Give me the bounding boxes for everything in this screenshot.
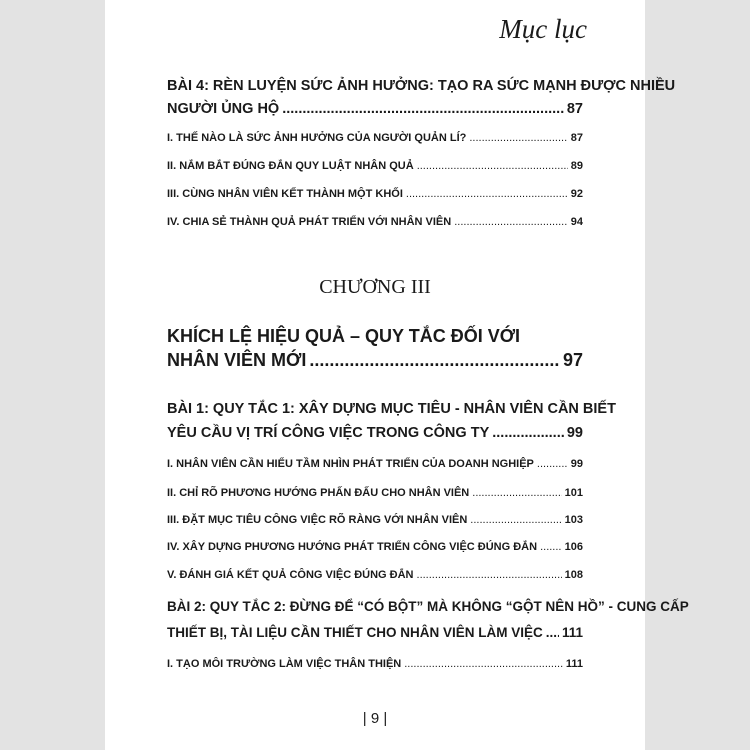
running-header: Mục lục: [499, 14, 587, 44]
toc-entry-lesson-1: [167, 425, 583, 441]
entry-title: I. THẾ NÀO LÀ SỨC ẢNH HƯỞNG CỦA NGƯỜI QUẢN LÍ?: [167, 132, 467, 144]
dot-leader: [540, 541, 562, 553]
chapter-heading: CHƯƠNG III: [319, 276, 431, 298]
entry-title: V. ĐÁNH GIÁ KẾT QUẢ CÔNG VIỆC ĐÚNG ĐẮN: [167, 569, 414, 581]
entry-page: 87: [570, 132, 583, 144]
dot-leader: [472, 487, 561, 499]
toc-entry: [167, 458, 583, 470]
lesson-1-title: BÀI 1: QUY TẮC 1: XÂY DỰNG MỤC TIÊU - NHÂN VIÊN CẦN BIẾT: [167, 401, 616, 417]
entry-title: NHÂN VIÊN MỚI: [167, 350, 307, 370]
entry-page: 106: [564, 541, 583, 553]
dot-leader: [404, 658, 563, 670]
dot-leader: [417, 160, 568, 172]
dot-leader: [470, 514, 561, 526]
dot-leader: [546, 625, 559, 640]
entry-title: I. NHÂN VIÊN CẦN HIỂU TẦM NHÌN PHÁT TRIỂN CỦA DOANH NGHIỆP: [167, 458, 534, 470]
entry-page: 111: [565, 658, 583, 670]
entry-page: 94: [570, 216, 583, 228]
chapter-title: KHÍCH LỆ HIỆU QUẢ – QUY TẮC ĐỐI VỚI: [167, 326, 521, 346]
toc-entry: [167, 188, 583, 200]
entry-title: NGƯỜI ỦNG HỘ: [167, 101, 280, 117]
dot-leader: [492, 425, 564, 441]
dot-leader: [309, 350, 560, 371]
entry-title: IV. XÂY DỰNG PHƯƠNG HƯỚNG PHÁT TRIỂN CÔNG VIỆC ĐÚNG ĐẮN: [167, 541, 538, 553]
entry-page: 99: [570, 458, 583, 470]
entry-page: 111: [561, 625, 583, 640]
entry-page: 101: [564, 487, 583, 499]
entry-title: III. ĐẶT MỤC TIÊU CÔNG VIỆC RÕ RÀNG VỚI NHÂN VIÊN: [167, 514, 468, 526]
book-page: [105, 0, 689, 750]
entry-page: 97: [562, 350, 583, 370]
entry-page: 87: [566, 101, 583, 117]
entry-page: 103: [564, 514, 583, 526]
entry-page: 92: [570, 188, 583, 200]
entry-title: III. CÙNG NHÂN VIÊN KẾT THÀNH MỘT KHỐI: [167, 188, 403, 200]
toc-entry: [167, 160, 583, 172]
page-number: | 9 |: [362, 710, 388, 727]
dot-leader: [282, 101, 564, 117]
entry-title: YÊU CẦU VỊ TRÍ CÔNG VIỆC TRONG CÔNG TY: [167, 425, 490, 441]
toc-entry: [167, 132, 583, 144]
dot-leader: [537, 458, 568, 470]
entry-title: IV. CHIA SẺ THÀNH QUẢ PHÁT TRIỂN VỚI NHÂN VIÊN: [167, 216, 452, 228]
entry-title: II. CHỈ RÕ PHƯƠNG HƯỚNG PHẤN ĐẤU CHO NHÂN VIÊN: [167, 487, 470, 499]
entry-title: THIẾT BỊ, TÀI LIỆU CẦN THIẾT CHO NHÂN VIÊN LÀM VIỆC: [167, 625, 543, 640]
toc-entry-chapter: [167, 350, 583, 371]
toc-entry: [167, 569, 583, 581]
dot-leader: [454, 216, 568, 228]
toc-entry-lesson-2: [167, 625, 583, 640]
toc-entry: [167, 514, 583, 526]
toc-entry: [167, 541, 583, 553]
toc-entry: [167, 216, 583, 228]
entry-title: I. TẠO MÔI TRƯỜNG LÀM VIỆC THÂN THIỆN: [167, 658, 402, 670]
dot-leader: [406, 188, 568, 200]
lesson-4-title: BÀI 4: RÈN LUYỆN SỨC ẢNH HƯỞNG: TẠO RA SỨC MẠNH ĐƯỢC NHIỀU: [167, 78, 676, 94]
entry-page: 89: [570, 160, 583, 172]
dot-leader: [417, 569, 562, 581]
toc-entry: [167, 658, 583, 670]
toc-entry: [167, 487, 583, 499]
entry-page: 99: [566, 425, 583, 441]
dot-leader: [469, 132, 567, 144]
lesson-2-title: BÀI 2: QUY TẮC 2: ĐỪNG ĐỂ “CÓ BỘT” MÀ KHÔNG “GỘT NÊN HỒ” - CUNG CẤP: [167, 599, 689, 614]
entry-title: II. NẮM BẮT ĐÚNG ĐẮN QUY LUẬT NHÂN QUẢ: [167, 160, 414, 172]
entry-page: 108: [564, 569, 583, 581]
toc-entry-lesson-4: [167, 101, 583, 117]
